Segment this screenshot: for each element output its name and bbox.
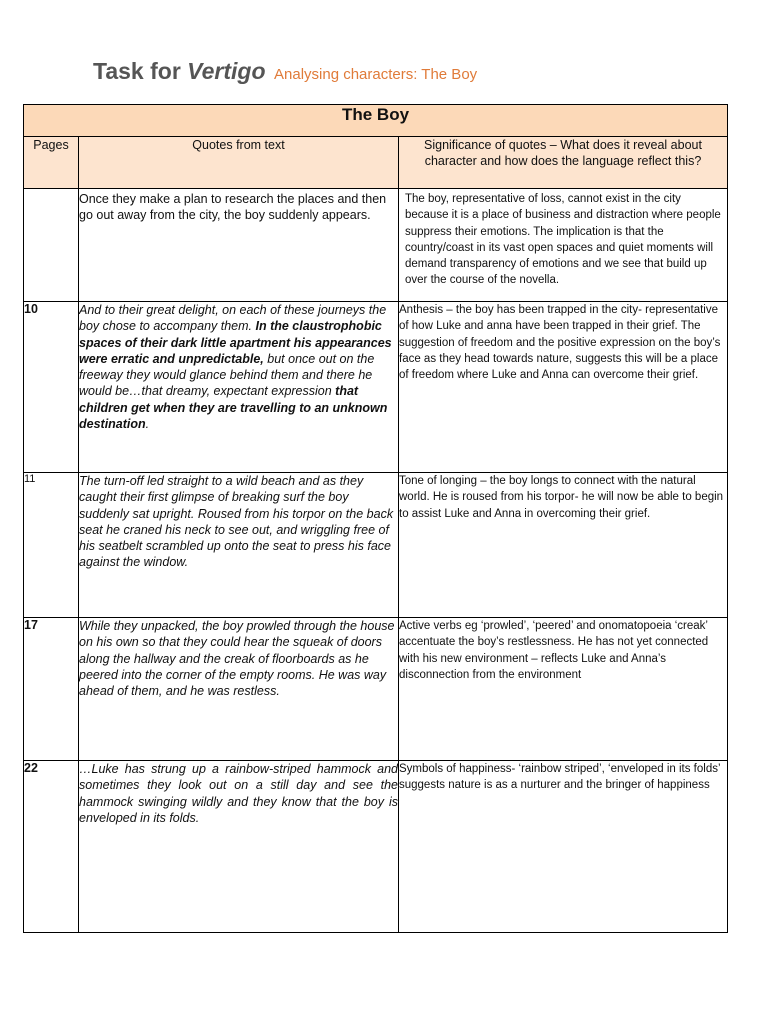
- row-quote: [79, 302, 399, 473]
- row-quote: [79, 618, 399, 761]
- quote-text-bold: In the claustrophobic spaces of their dark little apartment his appearances were erratic and unpredictable,: [79, 319, 392, 366]
- row-quote: [79, 473, 399, 618]
- table-heading: The Boy: [24, 105, 728, 137]
- table-row: [24, 473, 728, 618]
- row-page: 22: [24, 761, 79, 933]
- quote-text: …Luke has strung up a rainbow-striped hammock and sometimes they look out on a still day and see the hammock swinging wildly and they know that the boy is enveloped in its folds.: [79, 762, 398, 825]
- quote-text: And to their great delight, on each of these journeys the boy chose to accompany them.: [79, 303, 387, 334]
- quote-text: .: [145, 417, 150, 432]
- column-header-row: [24, 137, 728, 189]
- table-heading-row: [24, 105, 728, 137]
- quote-text: While they unpacked, the boy prowled through the house on his own so that they could hear the squeak of doors along the hallway and the creak of floorboards as he peered into the corner of the empty rooms. He was way ahead of them, and he was restless.: [79, 619, 395, 699]
- table-row: [24, 618, 728, 761]
- row-significance: Active verbs eg ‘prowled’, ‘peered’ and onomatopoeia ‘creak’ accentuate the boy’s restlessness. He has not yet connected with his new environment – reflects Luke and Anna’s disconnection from the environment: [399, 618, 728, 761]
- quote-text: but once out on the freeway they would glance behind them and there he would be…that dreamy, expectant expression: [79, 351, 375, 399]
- row-quote: [79, 189, 399, 302]
- column-header-significance: Significance of quotes – What does it reveal about character and how does the language reflect this?: [399, 137, 728, 189]
- row-significance: Tone of longing – the boy longs to connect with the natural world. He is roused from his torpor- he will now be able to begin to assist Luke and Anna in overcoming their grief.: [399, 473, 728, 618]
- column-header-pages: Pages: [24, 137, 79, 189]
- column-header-quotes: Quotes from text: [79, 137, 399, 189]
- row-page: 10: [24, 302, 79, 473]
- row-significance: The boy, representative of loss, cannot exist in the city because it is a place of business and distraction where people suppress their emotions. The implication is that the country/coast in its vast open spaces and quiet moments will demand transparency of emotions and we see that build up over the course of the novella.: [399, 189, 728, 302]
- title-prefix: Task for: [93, 58, 188, 84]
- row-quote: [79, 761, 399, 933]
- row-page: 11: [24, 473, 79, 618]
- row-significance: Anthesis – the boy has been trapped in the city- representative of how Luke and anna have been trapped in their grief. The suggestion of freedom and the positive expression on the boy’s face as they head towards nature, suggests this will be a place of freedom where Luke and Anna can overcome their grief.: [399, 302, 728, 473]
- quote-text: The turn-off led straight to a wild beach and as they caught their first glimpse of breaking surf the boy suddenly sat upright. Roused from his torpor on the back seat he craned his neck to see out, and wriggling free of his seatbelt scrambled up onto the seat to press his face against the window.: [79, 474, 394, 570]
- character-table: [23, 104, 728, 933]
- quote-text-bold: that children get when they are travelling to an unknown destination: [79, 384, 388, 432]
- title-film: Vertigo: [187, 58, 266, 84]
- quote-text: Once they make a plan to research the places and then go out away from the city, the boy suddenly appears.: [79, 192, 387, 223]
- document-title: [93, 58, 477, 85]
- table-row: [24, 189, 728, 302]
- row-significance: Symbols of happiness- ‘rainbow striped’, ‘enveloped in its folds’ suggests nature is as a nurturer and the bringer of happiness: [399, 761, 728, 933]
- title-subtitle: Analysing characters: The Boy: [274, 66, 478, 83]
- row-page: [24, 189, 79, 302]
- row-page: 17: [24, 618, 79, 761]
- table-row: [24, 302, 728, 473]
- table-row: [24, 761, 728, 933]
